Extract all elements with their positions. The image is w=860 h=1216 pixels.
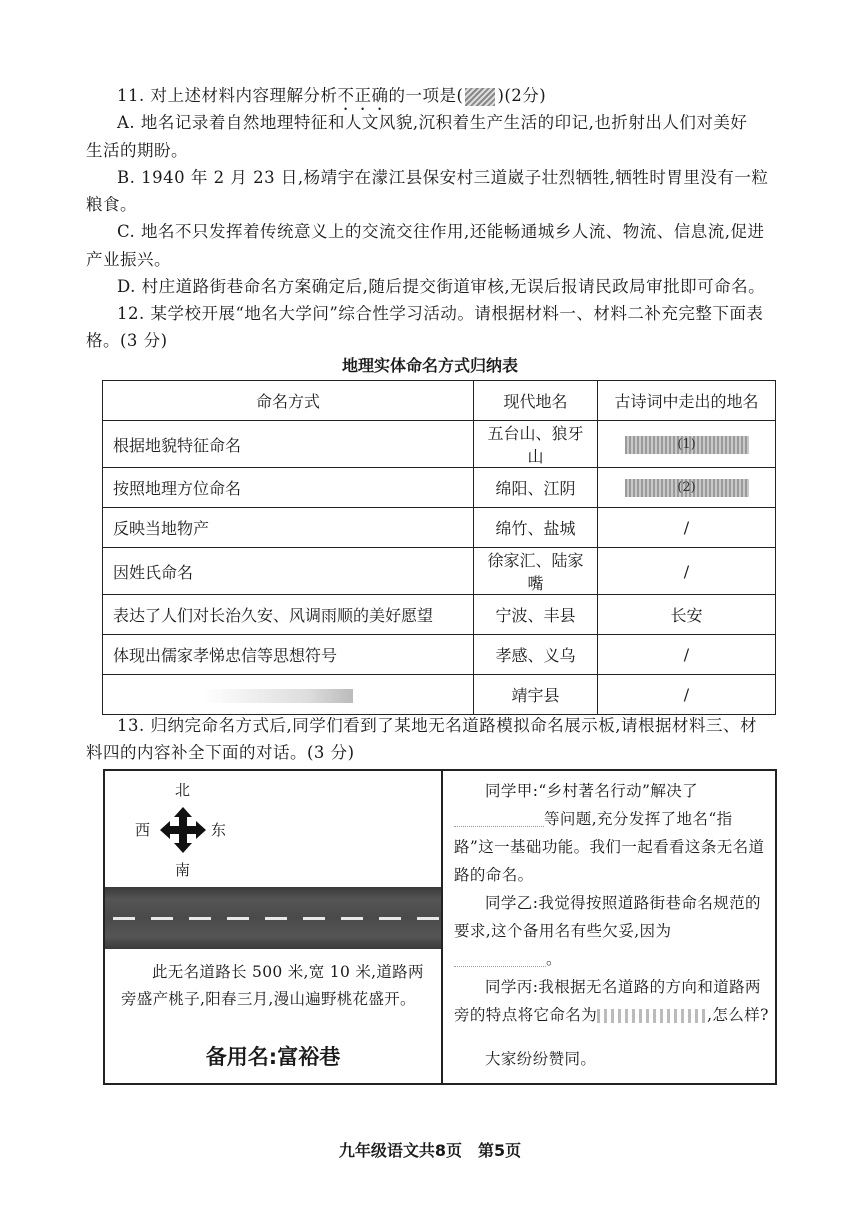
cell-ancient[interactable]: [598, 468, 776, 508]
dialog-student-b: [454, 889, 772, 973]
dialog-c-part1: 同学丙:我根据无名道路的方向和道路两旁的特点将它命名为: [454, 978, 761, 1024]
q11-stem-pre: 11. 对上述材料内容理解分析: [117, 86, 338, 105]
compass-south: 南: [175, 861, 191, 879]
board-left-panel: [105, 771, 443, 1083]
cell-ancient: /: [598, 635, 776, 675]
road-dash: [189, 917, 211, 920]
dialog-a-part2: 等问题,充分发挥了地名“指路”这一基础功能。我们一起看看这条无名道路的命名。: [454, 810, 765, 884]
table-row: [103, 595, 776, 635]
road-dash: [151, 917, 173, 920]
compass-east: 东: [211, 821, 227, 839]
answer-blank-3[interactable]: [203, 689, 353, 703]
table-row: [103, 508, 776, 548]
header-method: 命名方式: [103, 381, 474, 421]
road-dash: [379, 917, 401, 920]
road-dash: [303, 917, 325, 920]
q12-stem-line1: 12. 某学校开展“地名大学问”综合性学习活动。请根据材料一、材料二补充完整下面表: [117, 304, 764, 323]
cell-method: 根据地貌特征命名: [103, 421, 474, 468]
cell-method: 按照地理方位命名: [103, 468, 474, 508]
header-modern: 现代地名: [474, 381, 598, 421]
q11-option-a-line2: 生活的期盼。: [86, 141, 188, 160]
road-illustration: [105, 887, 441, 949]
q11-option-b-line2: 粮食。: [86, 195, 137, 214]
cell-ancient: /: [598, 675, 776, 715]
answer-blank-6[interactable]: [597, 1009, 707, 1023]
dialog-all: 大家纷纷赞同。: [485, 1050, 597, 1068]
compass-arrows-icon: [160, 807, 206, 853]
table-header-row: [103, 381, 776, 421]
header-ancient: 古诗词中走出的地名: [598, 381, 776, 421]
cell-ancient: /: [598, 548, 776, 595]
answer-blank-5[interactable]: [454, 954, 546, 967]
cell-modern: 绵竹、盐城: [474, 508, 598, 548]
q11-stem-post: 的一项是(: [388, 86, 464, 105]
dialog-student-c: [454, 973, 772, 1029]
cell-method: 表达了人们对长治久安、风调雨顺的美好愿望: [103, 595, 474, 635]
table-row: [103, 675, 776, 715]
road-dash: [341, 917, 363, 920]
q13-stem-line2: 料四的内容补全下面的对话。(3 分): [86, 743, 355, 762]
cell-modern: 徐家汇、陆家嘴: [474, 548, 598, 595]
road-dash: [417, 917, 439, 920]
cell-ancient: 长安: [598, 595, 776, 635]
q11-stem: [117, 84, 546, 114]
table-row: [103, 468, 776, 508]
dialog-c-part2: ,怎么样?: [707, 1006, 769, 1024]
road-dash: [227, 917, 249, 920]
cell-method: 反映当地物产: [103, 508, 474, 548]
page-footer: 九年级语文共8页 第5页: [338, 1141, 522, 1160]
answer-blank-mark: [465, 88, 495, 106]
q11-option-a-line1: A. 地名记录着自然地理特征和人文风貌,沉积着生产生活的印记,也折射出人们对美好: [117, 113, 748, 132]
q11-stem-emphasis: 不正确: [337, 86, 389, 105]
answer-blank-1[interactable]: (1): [625, 436, 749, 454]
road-dash: [265, 917, 287, 920]
table-title: 地理实体命名方式归纳表: [341, 356, 518, 375]
q11-option-c-line1: C. 地名不只发挥着传统意义上的交流交往作用,还能畅通城乡人流、物流、信息流,促进: [117, 222, 765, 241]
compass-west: 西: [135, 821, 151, 839]
cell-modern: 宁波、丰县: [474, 595, 598, 635]
q12-stem-line2: 格。(3 分): [86, 331, 168, 350]
answer-blank-4[interactable]: [454, 814, 544, 827]
cell-modern: 孝感、义乌: [474, 635, 598, 675]
road-dash: [113, 917, 135, 920]
table-row: [103, 548, 776, 595]
naming-board: [103, 769, 777, 1085]
road-description: 此无名道路长 500 米,宽 10 米,道路两旁盛产桃子,阳春三月,漫山遍野桃花盛开。: [121, 963, 424, 1008]
dialog-student-a: [454, 777, 772, 889]
q13-stem-line1: 13. 归纳完命名方式后,同学们看到了某地无名道路模拟命名展示板,请根据材料三、材: [117, 716, 757, 735]
cell-modern: 绵阳、江阴: [474, 468, 598, 508]
table-row: [103, 421, 776, 468]
dialog-b-part2: 。: [546, 950, 562, 968]
cell-modern: 靖宇县: [474, 675, 598, 715]
cell-method-blank[interactable]: [103, 675, 474, 715]
dialog-b-part1: 同学乙:我觉得按照道路街巷命名规范的要求,这个备用名有些欠妥,因为: [454, 894, 761, 940]
compass-north: 北: [175, 781, 191, 799]
q11-option-c-line2: 产业振兴。: [86, 250, 171, 269]
cell-ancient: /: [598, 508, 776, 548]
naming-table: [102, 380, 776, 715]
cell-method: 体现出儒家孝悌忠信等思想符号: [103, 635, 474, 675]
cell-modern: 五台山、狼牙山: [474, 421, 598, 468]
q11-option-d: D. 村庄道路街巷命名方案确定后,随后提交街道审核,无误后报请民政局审批即可命名。: [117, 277, 766, 296]
cell-method: 因姓氏命名: [103, 548, 474, 595]
cell-ancient[interactable]: [598, 421, 776, 468]
dialog-a-part1: 同学甲:“乡村著名行动”解决了: [485, 782, 699, 800]
backup-name: 备用名:富裕巷: [205, 1045, 341, 1069]
q11-option-b-line1: B. 1940 年 2 月 23 日,杨靖宇在濛江县保安村三道崴子壮烈牺牲,牺牲时胃里没有一粒: [117, 168, 769, 187]
answer-blank-2[interactable]: (2): [625, 479, 749, 497]
q11-stem-end: )(2分): [497, 86, 547, 105]
table-row: [103, 635, 776, 675]
